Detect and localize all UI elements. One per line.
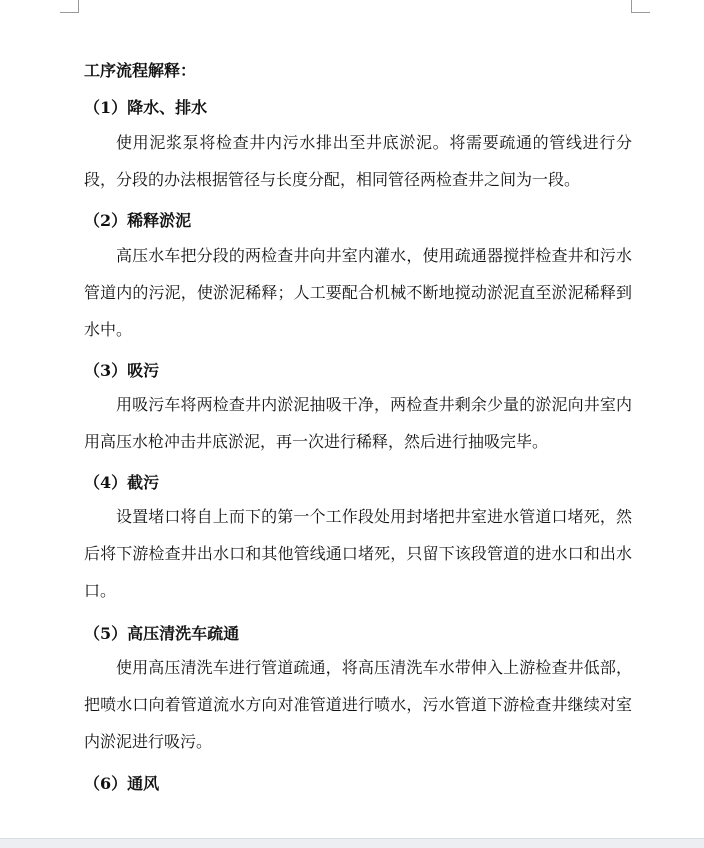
section-heading-5: （5）高压清洗车疏通 bbox=[84, 624, 240, 643]
section-heading-1: （1）降水、排水 bbox=[84, 98, 208, 117]
section-heading-4: （4）截污 bbox=[84, 473, 160, 492]
section-heading-6: （6）通风 bbox=[84, 774, 160, 793]
section-paragraph-4: 设置堵口将自上而下的第一个工作段处用封堵把井室进水管道口堵死，然后将下游检查井出水口和其他管线通口堵死，只留下该段管道的进水口和出水口。 bbox=[84, 507, 632, 600]
page-corner-mark-top-left bbox=[60, 0, 79, 13]
section-paragraph-5: 使用高压清洗车进行管道疏通，将高压清洗车水带伸入上游检查井低部，把喷水口向着管道流水方向对准管道进行喷水，污水管道下游检查井继续对室内淤泥进行吸污。 bbox=[84, 658, 632, 751]
section-paragraph-3: 用吸污车将两检查井内淤泥抽吸干净，两检查井剩余少量的淤泥向井室内用高压水枪冲击井底淤泥，再一次进行稀释，然后进行抽吸完毕。 bbox=[84, 395, 632, 451]
section-paragraph-2: 高压水车把分段的两检查井向井室内灌水，使用疏通器搅拌检查井和污水管道内的污泥，使淤泥稀释；人工要配合机械不断地搅动淤泥直至淤泥稀释到水中。 bbox=[84, 246, 632, 339]
page-corner-mark-top-right bbox=[631, 0, 650, 13]
document-title: 工序流程解释： bbox=[84, 61, 197, 80]
section-heading-2: （2）稀释淤泥 bbox=[84, 211, 192, 230]
section-heading-3: （3）吸污 bbox=[84, 361, 160, 380]
section-paragraph-1: 使用泥浆泵将检查井内污水排出至井底淤泥。将需要疏通的管线进行分段，分段的办法根据管径与长度分配，相同管径两检查井之间为一段。 bbox=[84, 133, 632, 189]
